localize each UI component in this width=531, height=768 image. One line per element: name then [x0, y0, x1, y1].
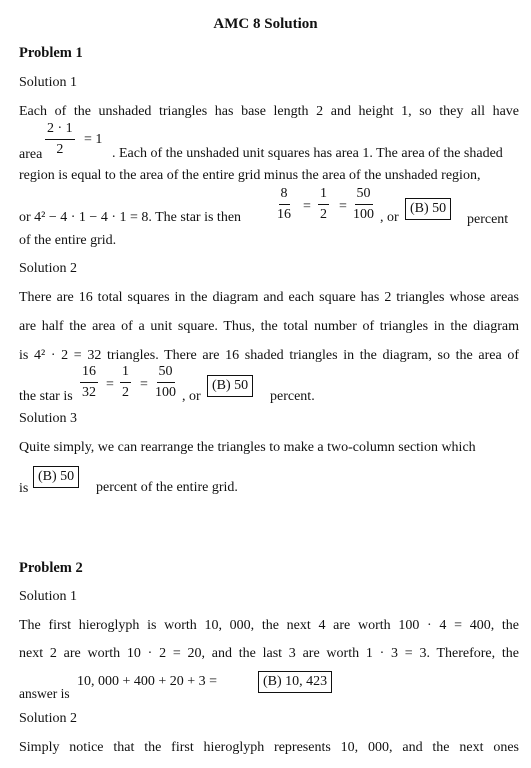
p1-s2-line-2: are half the area of a unit square. Thus, the total number of triangles in the diagram	[19, 319, 519, 334]
p1-s2-fraction-16-32	[80, 364, 98, 401]
p2-s1-line-1: The first hieroglyph is worth 10, 000, the next 4 are worth 100 · 4 = 400, the	[19, 618, 519, 633]
p1-s2-equals-b: =	[140, 377, 148, 392]
problem-1-heading: Problem 1	[19, 45, 83, 61]
p1-solution-3-label: Solution 3	[19, 411, 77, 426]
p1-solution-2-label: Solution 2	[19, 261, 77, 276]
p1-s1-equals-b: =	[339, 199, 347, 214]
p1-s2-line-3: is 4² · 2 = 32 triangles. There are 16 shaded triangles in the diagram, so the area of	[19, 348, 519, 363]
p2-s1-line-2: next 2 are worth 10 · 2 = 20, and the last 3 are worth 1 · 3 = 3. Therefore, the	[19, 646, 519, 661]
p1-s2-equals-a: =	[106, 377, 114, 392]
p1-s2-fraction-1-2	[120, 364, 131, 401]
p1-s1-area-word: area	[19, 147, 43, 162]
document-title: AMC 8 Solution	[213, 16, 318, 32]
fraction-numerator: 8	[279, 186, 290, 205]
p1-s2-line-1: There are 16 total squares in the diagram and each square has 2 triangles whose areas	[19, 290, 519, 305]
problem-2-heading: Problem 2	[19, 560, 83, 576]
fraction-denominator: 2	[56, 142, 64, 157]
p1-s1-answer-box: (B) 50	[405, 198, 451, 220]
p1-solution-1-label: Solution 1	[19, 75, 77, 90]
p1-s1-percent: percent	[467, 212, 509, 227]
fraction-denominator: 100	[353, 207, 374, 222]
p1-s1-fraction-1-2	[318, 186, 329, 223]
fraction-numerator: 16	[80, 364, 98, 383]
fraction-denominator: 32	[82, 385, 96, 400]
p2-solution-1-label: Solution 1	[19, 589, 77, 604]
p1-s1-line-5: of the entire grid.	[19, 233, 117, 248]
p1-s1-line-4-start: or 4² − 4 · 1 − 4 · 1 = 8. The star is then	[19, 210, 242, 225]
p2-s2-line-1: Simply notice that the first hieroglyph represents 10, 000, and the next ones	[19, 740, 519, 755]
p1-s1-equals-a: =	[303, 199, 311, 214]
p2-s1-answer-box: (B) 10, 423	[258, 671, 332, 693]
p2-s1-answer-is: answer is	[19, 686, 70, 701]
p1-s3-answer-box: (B) 50	[33, 466, 79, 488]
p1-s2-fraction-50-100	[155, 364, 176, 401]
fraction-numerator: 1	[120, 364, 131, 383]
page-bottom-cutoff	[0, 760, 531, 768]
fraction-denominator: 2	[320, 207, 327, 222]
p1-s3-line-1: Quite simply, we can rearrange the triangles to make a two-column section which	[19, 440, 476, 455]
fraction-numerator: 2 · 1	[45, 121, 75, 140]
p1-s1-area-fraction	[45, 121, 75, 158]
p1-s3-rest: percent of the entire grid.	[96, 480, 238, 495]
p1-s2-star-is: the star is	[19, 389, 73, 404]
p1-s2-answer-box: (B) 50	[207, 375, 253, 397]
p1-s3-is: is	[19, 481, 29, 496]
p1-s1-line-1: Each of the unshaded triangles has base length 2 and height 1, so they all have	[19, 104, 519, 119]
fraction-numerator: 50	[355, 186, 373, 205]
p2-s1-sum: 10, 000 + 400 + 20 + 3 =	[77, 674, 218, 689]
p1-s1-fraction-8-16	[277, 186, 291, 223]
p1-s1-line-2-rest: . Each of the unshaded unit squares has area 1. The area of the shaded	[112, 146, 503, 161]
p1-s1-equals-one: = 1	[84, 132, 103, 147]
p1-s1-fraction-50-100	[353, 186, 374, 223]
fraction-numerator: 50	[157, 364, 175, 383]
p2-solution-2-label: Solution 2	[19, 711, 77, 726]
fraction-denominator: 2	[122, 385, 129, 400]
fraction-denominator: 100	[155, 385, 176, 400]
p1-s1-or: , or	[380, 210, 399, 225]
p1-s1-line-3: region is equal to the area of the entire grid minus the area of the unshaded region,	[19, 168, 481, 183]
p1-s2-percent: percent.	[270, 389, 315, 404]
fraction-denominator: 16	[277, 207, 291, 222]
p1-s2-or: , or	[182, 389, 201, 404]
fraction-numerator: 1	[318, 186, 329, 205]
